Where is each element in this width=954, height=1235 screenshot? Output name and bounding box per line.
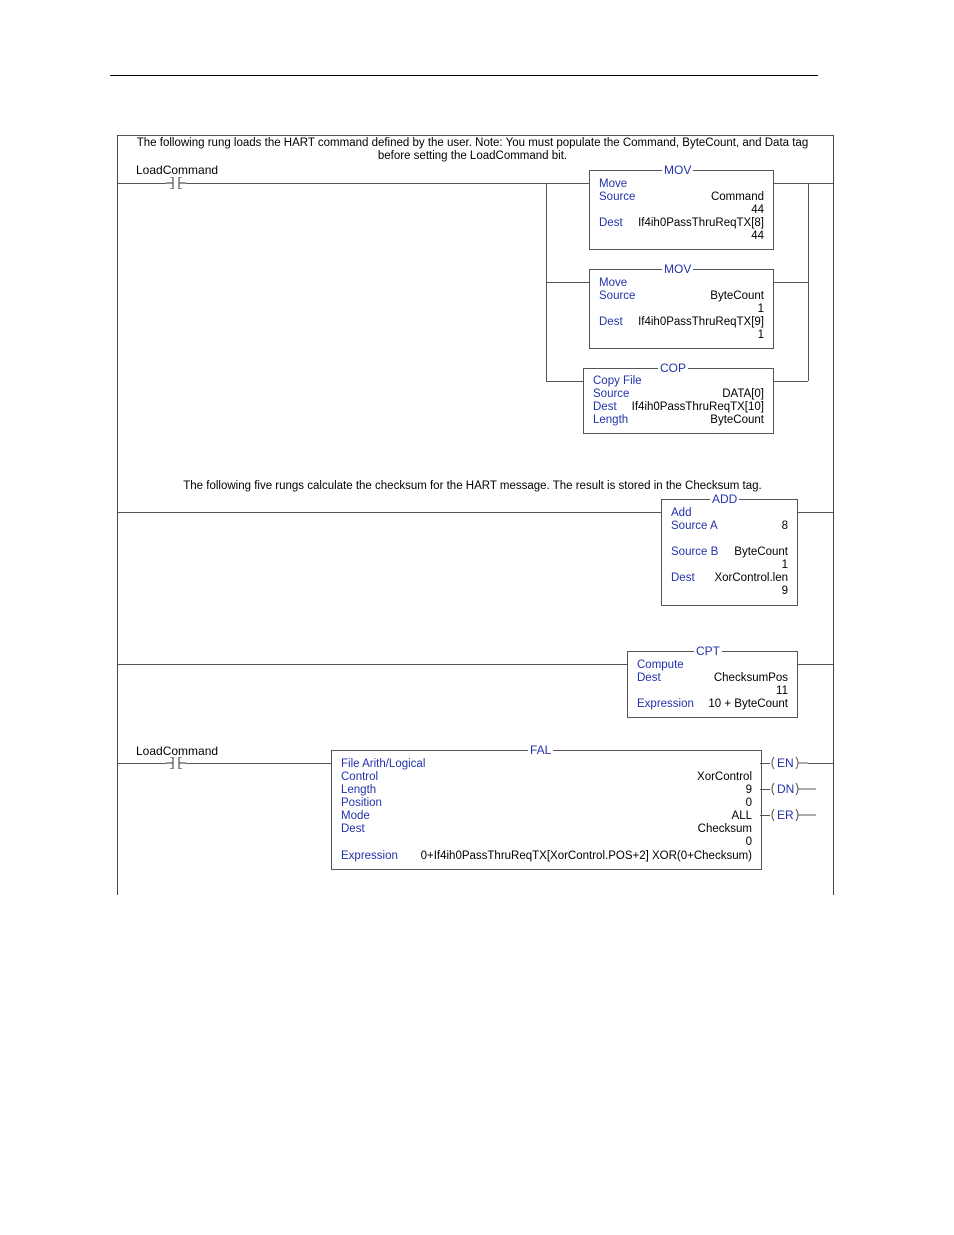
rung-wire bbox=[118, 763, 166, 764]
source-tag[interactable]: Command bbox=[710, 191, 764, 203]
rung-wire bbox=[118, 664, 627, 665]
source-a-value[interactable]: 8 bbox=[781, 520, 788, 532]
source-b-value: 1 bbox=[781, 559, 788, 571]
dn-output-label: DN bbox=[777, 782, 795, 796]
expression-label: Expression bbox=[637, 698, 694, 710]
source-a-label: Source A bbox=[671, 520, 718, 532]
cpt-instruction[interactable] bbox=[627, 644, 798, 718]
branch-wire bbox=[546, 381, 583, 382]
contact-tag: LoadCommand bbox=[136, 744, 219, 758]
instruction-title: FAL bbox=[530, 743, 552, 757]
dest-label: Dest bbox=[599, 316, 623, 328]
left-power-rail bbox=[117, 135, 118, 895]
instruction-title: ADD bbox=[712, 492, 738, 506]
rung-comment: The following rung loads the HART command defined by the user. Note: You must populate the Command, ByteCount, and Data tag bbox=[136, 137, 809, 149]
length-value[interactable]: 9 bbox=[745, 784, 752, 796]
xic-contact-icon[interactable] bbox=[166, 177, 186, 189]
branch-wire bbox=[546, 282, 589, 283]
xic-contact-icon[interactable] bbox=[166, 757, 186, 769]
length-label: Length bbox=[593, 414, 629, 426]
instruction-title: MOV bbox=[664, 262, 692, 276]
rung-wire bbox=[186, 183, 589, 184]
rung-wire bbox=[118, 512, 661, 513]
control-value[interactable]: XorControl bbox=[697, 771, 752, 783]
dest-value: 1 bbox=[757, 329, 764, 341]
en-output-label: EN bbox=[777, 756, 794, 770]
dest-label: Dest bbox=[599, 217, 623, 229]
position-value[interactable]: 0 bbox=[745, 797, 752, 809]
rung-comment: before setting the LoadCommand bit. bbox=[377, 150, 568, 162]
position-label: Position bbox=[341, 797, 382, 809]
dest-tag[interactable]: Checksum bbox=[697, 823, 752, 835]
rung-wire bbox=[118, 183, 166, 184]
length-tag[interactable]: ByteCount bbox=[710, 414, 764, 426]
instruction-name: File Arith/Logical bbox=[341, 758, 426, 770]
control-label: Control bbox=[341, 771, 379, 783]
dest-label: Dest bbox=[341, 823, 365, 835]
instruction-title: CPT bbox=[696, 644, 720, 658]
rung-comment: The following five rungs calculate the checksum for the HART message. The result is stored in the Checksum tag. bbox=[183, 480, 762, 492]
mov-instruction-2[interactable] bbox=[589, 262, 774, 349]
source-b-tag[interactable]: ByteCount bbox=[734, 546, 788, 558]
dest-value: 44 bbox=[751, 230, 764, 242]
cop-instruction[interactable] bbox=[583, 361, 774, 434]
branch-wire bbox=[773, 381, 808, 382]
expression-value[interactable]: 10 + ByteCount bbox=[708, 698, 788, 710]
branch-wire bbox=[773, 282, 808, 283]
dest-tag[interactable]: XorControl.len bbox=[714, 572, 788, 584]
mov-instruction-1[interactable] bbox=[589, 163, 774, 250]
fal-instruction[interactable] bbox=[331, 743, 762, 870]
instruction-name: Compute bbox=[637, 659, 684, 671]
expression-value[interactable]: 0+If4ih0PassThruReqTX[XorControl.POS+2] XOR(0+Checksum) bbox=[420, 850, 752, 862]
add-instruction[interactable] bbox=[661, 492, 798, 606]
contact-tag: LoadCommand bbox=[136, 163, 219, 177]
dest-label: Dest bbox=[593, 401, 617, 413]
instruction-title: MOV bbox=[664, 163, 692, 177]
rung-wire bbox=[808, 763, 833, 764]
source-b-label: Source B bbox=[671, 546, 719, 558]
expression-label: Expression bbox=[341, 850, 398, 862]
source-label: Source bbox=[593, 388, 630, 400]
dest-value: 11 bbox=[776, 685, 788, 697]
dest-tag[interactable]: If4ih0PassThruReqTX[9] bbox=[638, 316, 764, 328]
rung-wire bbox=[797, 664, 833, 665]
dest-label: Dest bbox=[637, 672, 661, 684]
source-label: Source bbox=[599, 290, 636, 302]
instruction-name: Add bbox=[671, 507, 692, 519]
dest-value: 9 bbox=[781, 585, 788, 597]
instruction-name: Move bbox=[599, 277, 628, 289]
rung-wire bbox=[797, 512, 833, 513]
mode-value[interactable]: ALL bbox=[731, 810, 752, 822]
instruction-name: Move bbox=[599, 178, 628, 190]
instruction-title: COP bbox=[660, 361, 687, 375]
source-value: 44 bbox=[751, 204, 764, 216]
header-rule bbox=[110, 75, 818, 76]
dest-tag[interactable]: If4ih0PassThruReqTX[10] bbox=[631, 401, 764, 413]
er-output-label: ER bbox=[777, 808, 794, 822]
mode-label: Mode bbox=[341, 810, 370, 822]
dest-value: 0 bbox=[745, 836, 752, 848]
dest-tag[interactable]: If4ih0PassThruReqTX[8] bbox=[638, 217, 764, 229]
right-power-rail bbox=[833, 135, 834, 895]
source-tag[interactable]: ByteCount bbox=[710, 290, 764, 302]
rung-wire bbox=[186, 763, 331, 764]
source-tag[interactable]: DATA[0] bbox=[722, 388, 764, 400]
length-label: Length bbox=[341, 784, 377, 796]
dest-tag[interactable]: ChecksumPos bbox=[713, 672, 788, 684]
source-label: Source bbox=[599, 191, 636, 203]
dest-label: Dest bbox=[671, 572, 695, 584]
source-value: 1 bbox=[757, 303, 764, 315]
rung-wire bbox=[773, 183, 833, 184]
branch-right bbox=[808, 183, 809, 381]
instruction-name: Copy File bbox=[593, 375, 642, 387]
